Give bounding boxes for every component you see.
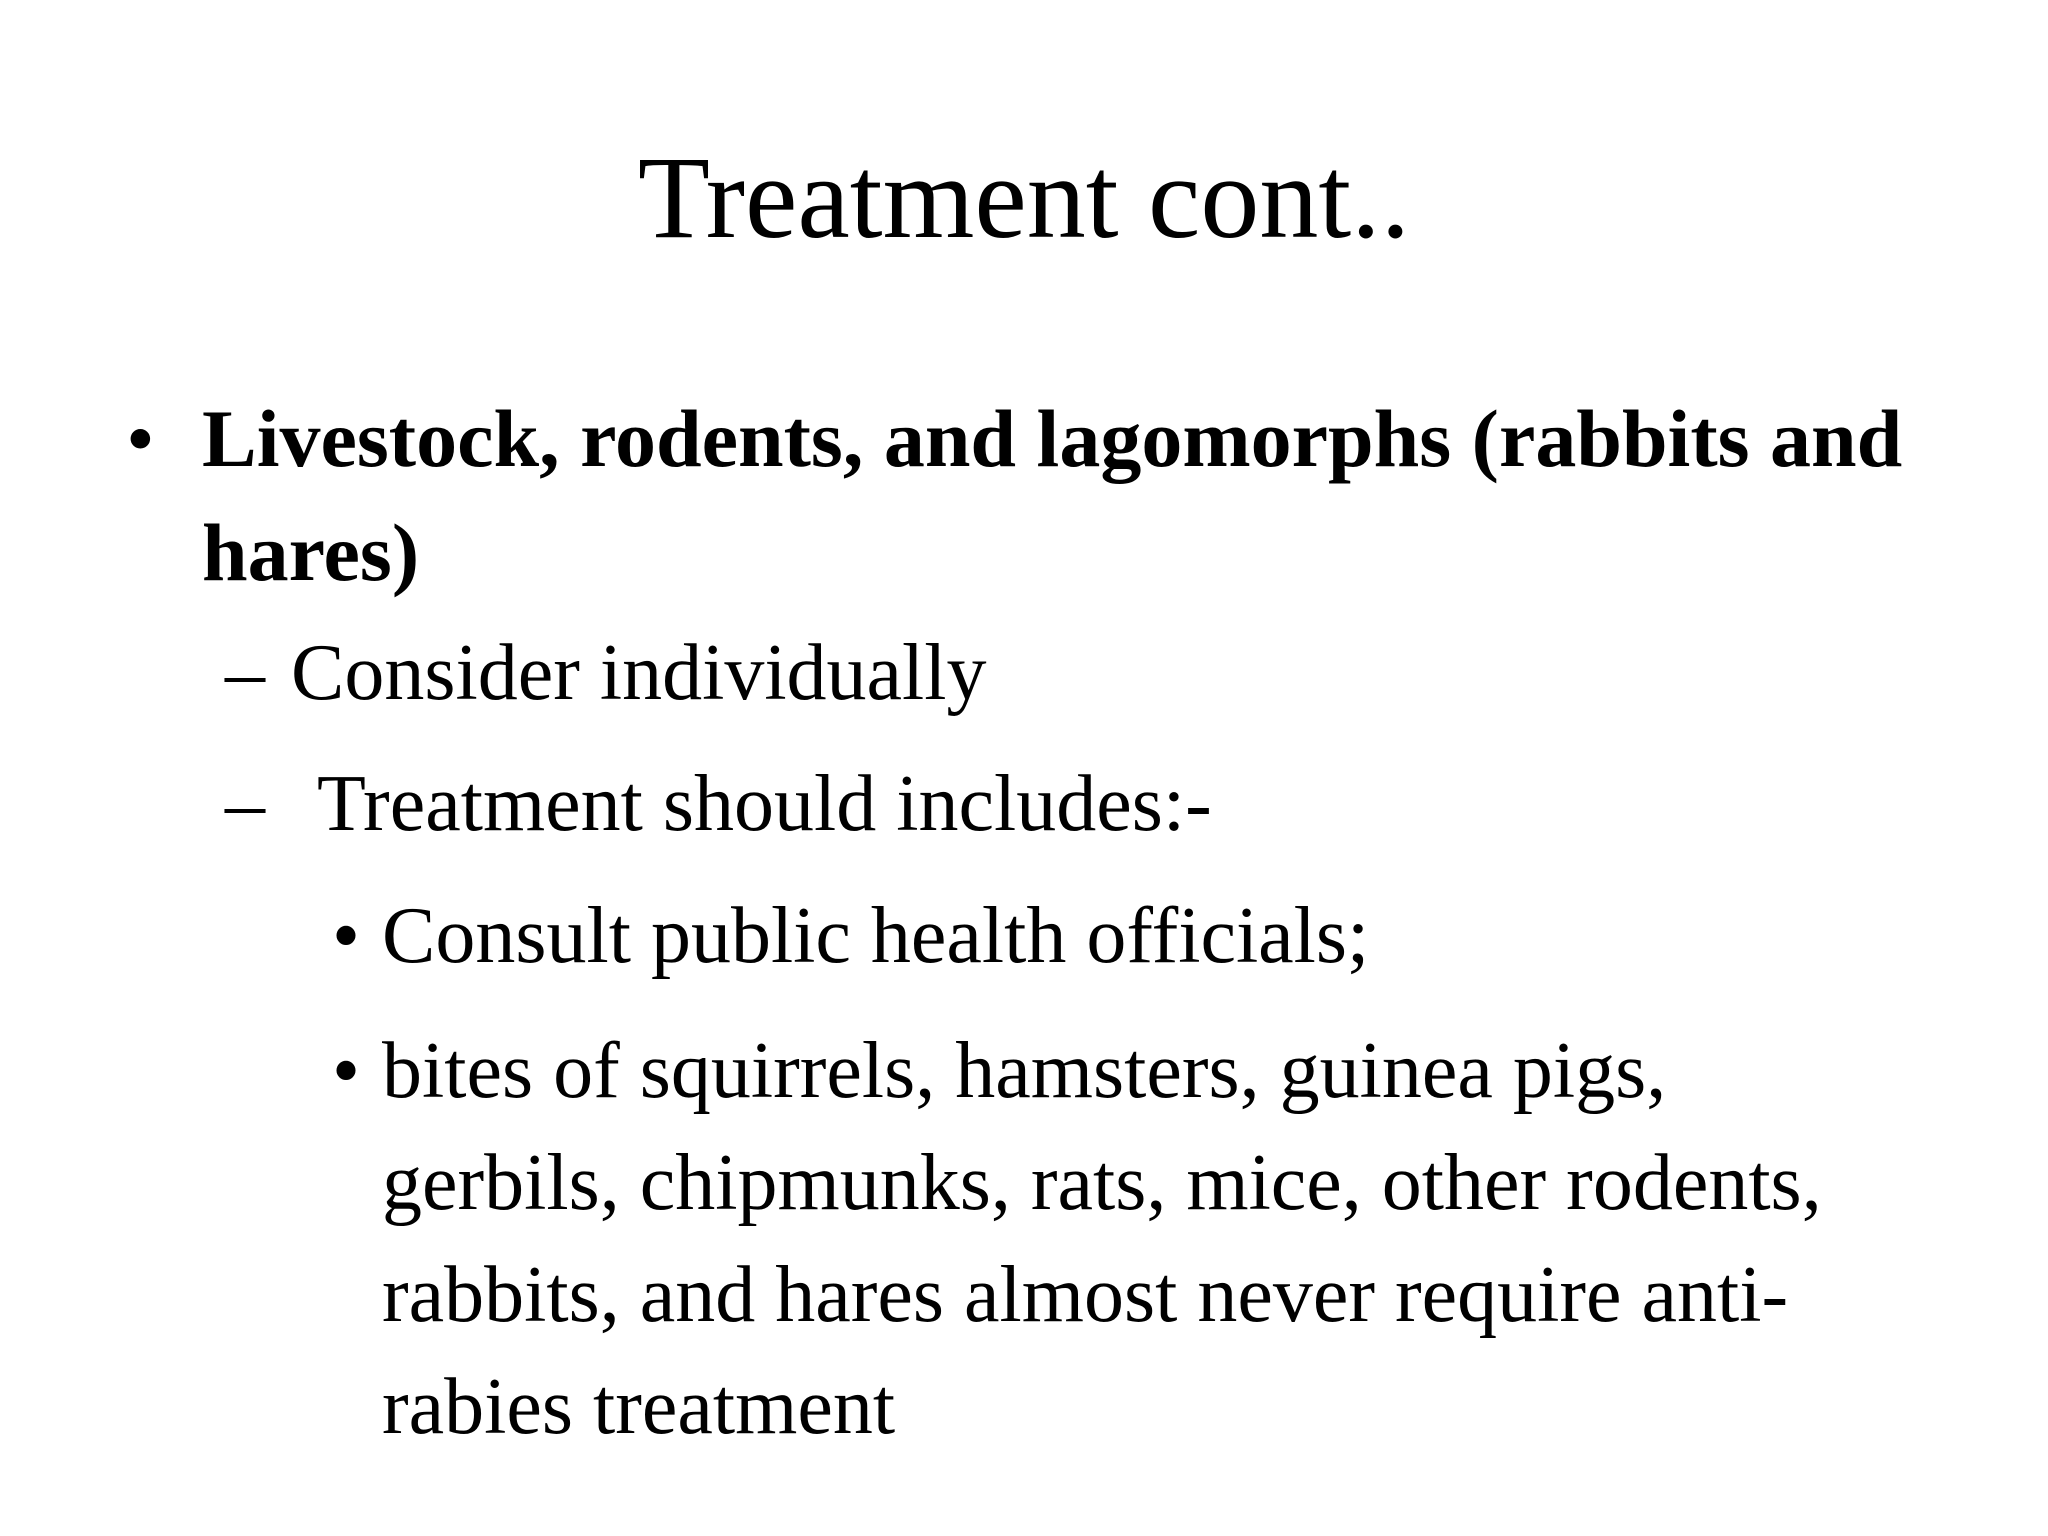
bullet-marker: • [332,1027,361,1115]
dash-marker: – [225,629,265,717]
bullet-marker: • [126,393,155,484]
dash-marker: – [225,760,265,848]
bullet-text: Livestock, rodents, and lagomorphs (rabbits and hares) [202,393,1903,598]
sub-sub-bullet-consult [332,880,1882,992]
sub-sub-bullet-text: Consult public health officials; [382,892,1370,980]
bullet-item-livestock [126,382,2026,610]
slide-title: Treatment cont.. [637,132,1411,263]
sub-bullet-treatment [225,748,1212,860]
sub-sub-bullet-text: bites of squirrels, hamsters, guinea pigs, gerbils, chipmunks, rats, mice, other rodents, rabbits, and hares almost never require anti-rabies treatment [382,1027,1822,1451]
bullet-marker: • [332,892,361,980]
sub-bullet-consider [225,617,987,729]
sub-sub-bullet-bites [332,1015,1882,1463]
sub-bullet-text: Consider individually [291,629,987,717]
sub-bullet-text: Treatment should includes:- [317,760,1212,848]
